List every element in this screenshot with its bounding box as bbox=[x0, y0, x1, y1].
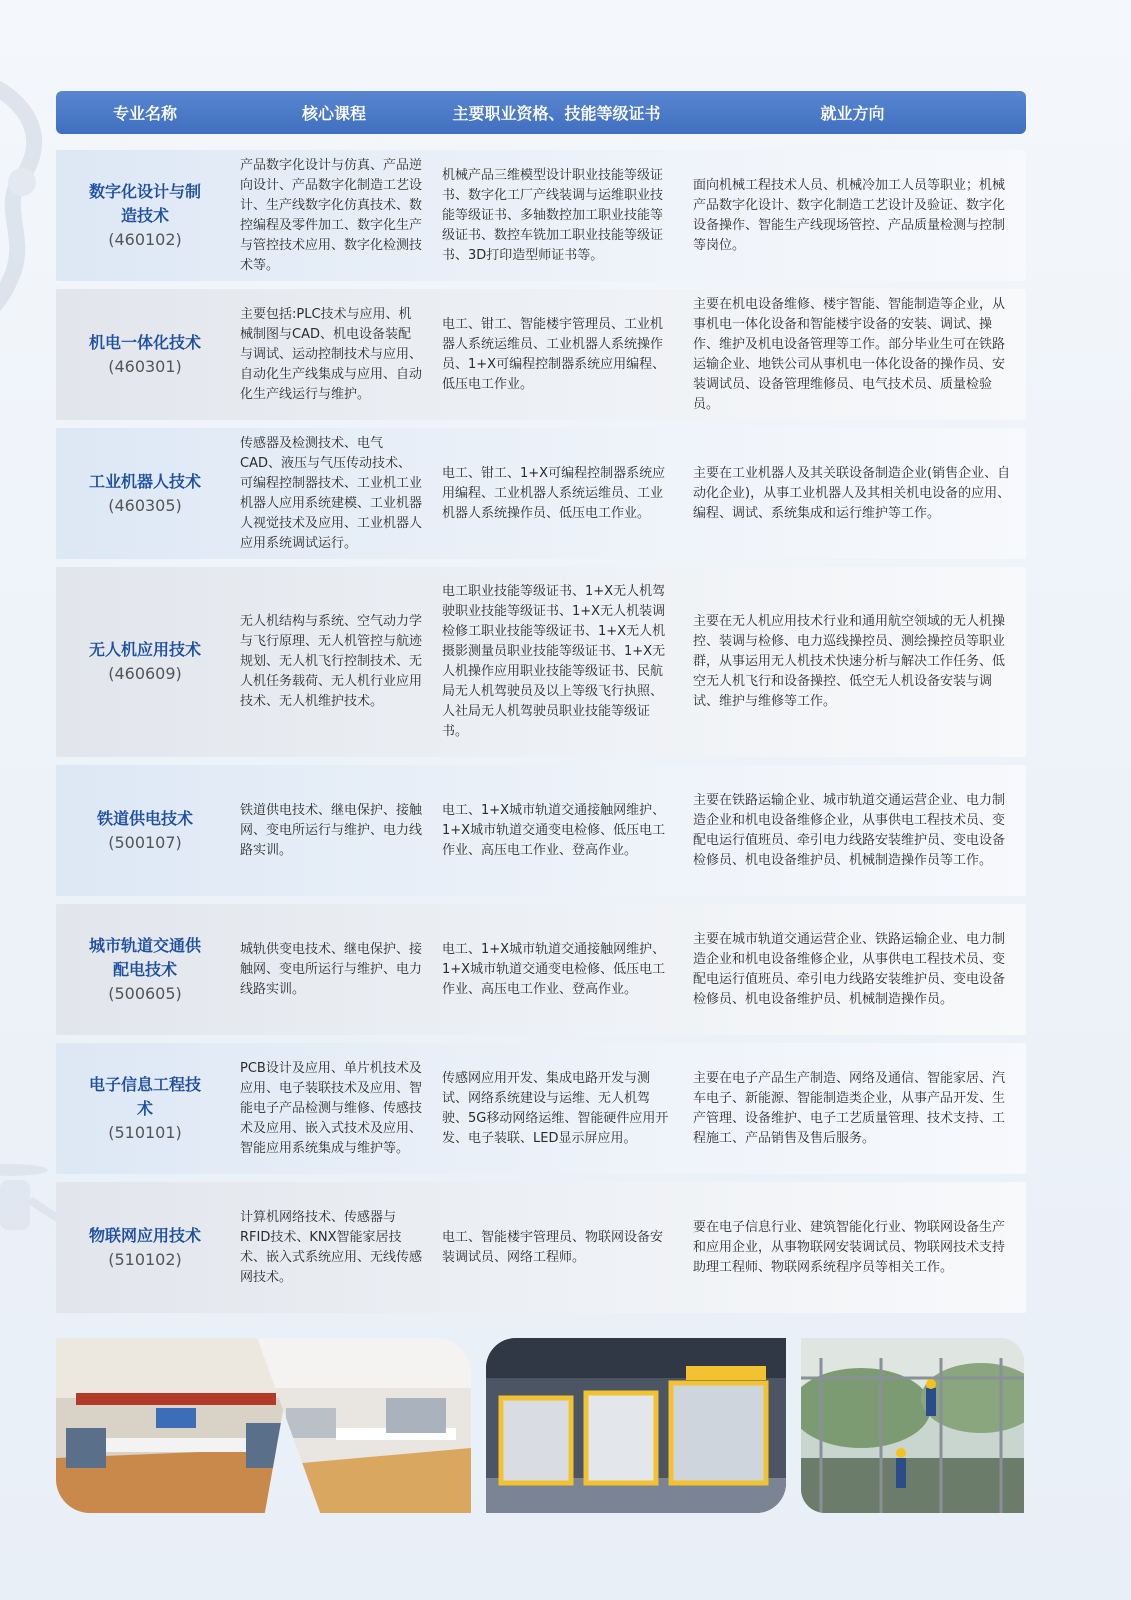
employment-direction: 面向机械工程技术人员、机械冷加工人员等职业；机械产品数字化设计、数字化制造工艺设计及验证、数字化设备操作、智能生产线现场管控、产品质量检测与控制等岗位。 bbox=[693, 177, 1006, 253]
core-courses: 传感器及检测技术、电气CAD、液压与气压传动技术、可编程控制器技术、工业机工业机器人应用系统建模、工业机器人视觉技术及应用、工业机器人应用系统调试运行。 bbox=[240, 435, 423, 551]
table-row bbox=[56, 1043, 1026, 1174]
certificates: 电工、钳工、智能楼宇管理员、工业机器人系统运维员、工业机器人系统操作员、1+X可编程控制器系统应用编程、低压电工作业。 bbox=[442, 316, 666, 392]
table-header bbox=[56, 91, 1026, 134]
major-name: 无人机应用技术 (460609) bbox=[88, 640, 201, 683]
training-room-photo bbox=[56, 1338, 296, 1513]
core-courses: 无人机结构与系统、空气动力学与飞行原理、无人机管控与航迹规划、无人机飞行控制技术、无人机任务载荷、无人机行业应用技术、无人机维护技术。 bbox=[240, 614, 423, 709]
core-courses: PCB设计及应用、单片机技术及应用、电子装联技术及应用、智能电子产品检测与维修、传感技术及应用、嵌入式技术及应用、智能应用系统集成与维护等。 bbox=[240, 1060, 423, 1156]
major-name: 城市轨道交通供配电技术 (500605) bbox=[88, 935, 201, 1003]
certificates: 电工、1+X城市轨道交通接触网维护、1+X城市轨道交通变电检修、低压电工作业、高压电工作业、登高作业。 bbox=[442, 941, 666, 997]
power-line-maintenance-photo bbox=[801, 1338, 1024, 1513]
major-name: 机电一体化技术 (460301) bbox=[88, 332, 201, 376]
major-name: 数字化设计与制造技术 (460102) bbox=[88, 181, 201, 249]
employment-direction: 主要在无人机应用技术行业和通用航空领域的无人机操控、装调与检修、电力巡线操控员、测绘操控员等职业群，从事运用无人机技术快速分析与解决工作任务、低空无人机飞行和设备操控、低空无人机设备安装与调试、维护与维修等工作。 bbox=[693, 614, 1006, 709]
header-certificates: 主要职业资格、技能等级证书 bbox=[452, 104, 661, 123]
employment-direction: 主要在电子产品生产制造、网络及通信、智能家居、汽车电子、新能源、智能制造类企业，从事产品开发、生产管理、设备维护、电子工艺质量管理、技术支持、工程施工、产品销售及售后服务。 bbox=[693, 1070, 1006, 1146]
major-name: 电子信息工程技术 (510101) bbox=[88, 1074, 201, 1142]
photo-strip bbox=[56, 1338, 1026, 1513]
certificates: 电工职业技能等级证书、1+X无人机驾驶职业技能等级证书、1+X无人机装调检修工职业技能等级证书、1+X无人机摄影测量员职业技能等级证书、1+X无人机操作应用职业技能等级证书、民航局无人机驾驶员及以上等级飞行执照、人社局无人机驾驶员职业技能等级证书。 bbox=[442, 584, 666, 739]
employment-direction: 主要在城市轨道交通运营企业、铁路运输企业、电力制造企业和机电设备维修企业，从事供电工程技术员、变配电运行值班员、牵引电力线路安装维护员、变电设备检修员、机电设备维护员、机械制造操作员。 bbox=[693, 931, 1006, 1007]
core-courses: 产品数字化设计与仿真、产品逆向设计、产品数字化制造工艺设计、生产线数字化仿真技术、数控编程及零件加工、数字化生产与管控技术应用、数字化检测技术等。 bbox=[240, 157, 423, 273]
table-row bbox=[56, 150, 1026, 281]
table-row bbox=[56, 765, 1026, 896]
core-courses: 铁道供电技术、继电保护、接触网、变电所运行与维护、电力线路实训。 bbox=[240, 802, 423, 858]
certificates: 电工、智能楼宇管理员、物联网设备安装调试员、网络工程师。 bbox=[442, 1229, 664, 1265]
table-row bbox=[56, 567, 1026, 757]
certificates: 机械产品三维模型设计职业技能等级证书、数字化工厂产线装调与运维职业技能等级证书、多轴数控加工职业技能等级证书、数控车铣加工职业技能等级证书、3D打印造型师证书等。 bbox=[442, 167, 664, 263]
employment-direction: 主要在机电设备维修、楼宇智能、智能制造等企业，从事机电一体化设备和智能楼宇设备的安装、调试、操作、维护及机电设备管理等工作。部分毕业生可在铁路运输企业、地铁公司从事机电一体化设备的操作员、安装调试员、设备管理维修员、电气技术员、质量检验员。 bbox=[693, 296, 1006, 412]
header-employment: 就业方向 bbox=[820, 104, 885, 123]
core-courses: 主要包括:PLC技术与应用、机械制图与CAD、机电设备装配与调试、运动控制技术与应用、自动化生产线集成与应用、自动化生产线运行与维护。 bbox=[240, 306, 423, 402]
employment-direction: 要在电子信息行业、建筑智能化行业、物联网设备生产和应用企业，从事物联网安装调试员、物联网技术支持助理工程师、物联网系统程序员等相关工作。 bbox=[693, 1219, 1006, 1275]
certificates: 电工、钳工、1+X可编程控制器系统应用编程、工业机器人系统运维员、工业机器人系统操作员、低压电工作业。 bbox=[442, 465, 666, 521]
automation-production-line-photo bbox=[486, 1338, 786, 1513]
employment-direction: 主要在铁路运输企业、城市轨道交通运营企业、电力制造企业和机电设备维修企业，从事供电工程技术员、变配电运行值班员、牵引电力线路安装维护员、变电设备检修员、机电设备维护员、机械制造操作员等工作。 bbox=[693, 792, 1006, 868]
certificates: 电工、1+X城市轨道交通接触网维护、1+X城市轨道交通变电检修、低压电工作业、高压电工作业、登高作业。 bbox=[442, 802, 666, 858]
header-core-courses: 核心课程 bbox=[301, 104, 366, 123]
major-name: 工业机器人技术 (460305) bbox=[88, 471, 201, 515]
core-courses: 城轨供变电技术、继电保护、接触网、变电所运行与维护、电力线路实训。 bbox=[240, 941, 423, 997]
major-name: 物联网应用技术 (510102) bbox=[88, 1225, 201, 1269]
employment-direction: 主要在工业机器人及其关联设备制造企业(销售企业、自动化企业)，从事工业机器人及其相关机电设备的应用、编程、调试、系统集成和运行维护等工作。 bbox=[693, 465, 1011, 521]
table-row bbox=[56, 428, 1026, 559]
table-row bbox=[56, 1182, 1026, 1313]
certificates: 传感网应用开发、集成电路开发与测试、网络系统建设与运维、无人机驾驶、5G移动网络运维、智能硬件应用开发、电子装联、LED显示屏应用。 bbox=[442, 1070, 669, 1146]
table-row bbox=[56, 904, 1026, 1035]
core-courses: 计算机网络技术、传感器与RFID技术、KNX智能家居技术、嵌入式系统应用、无线传感网技术。 bbox=[240, 1209, 423, 1285]
major-name: 铁道供电技术 (500107) bbox=[96, 808, 193, 852]
table-row bbox=[56, 289, 1026, 420]
majors-table bbox=[56, 91, 1026, 1313]
header-major-name: 专业名称 bbox=[112, 104, 177, 123]
